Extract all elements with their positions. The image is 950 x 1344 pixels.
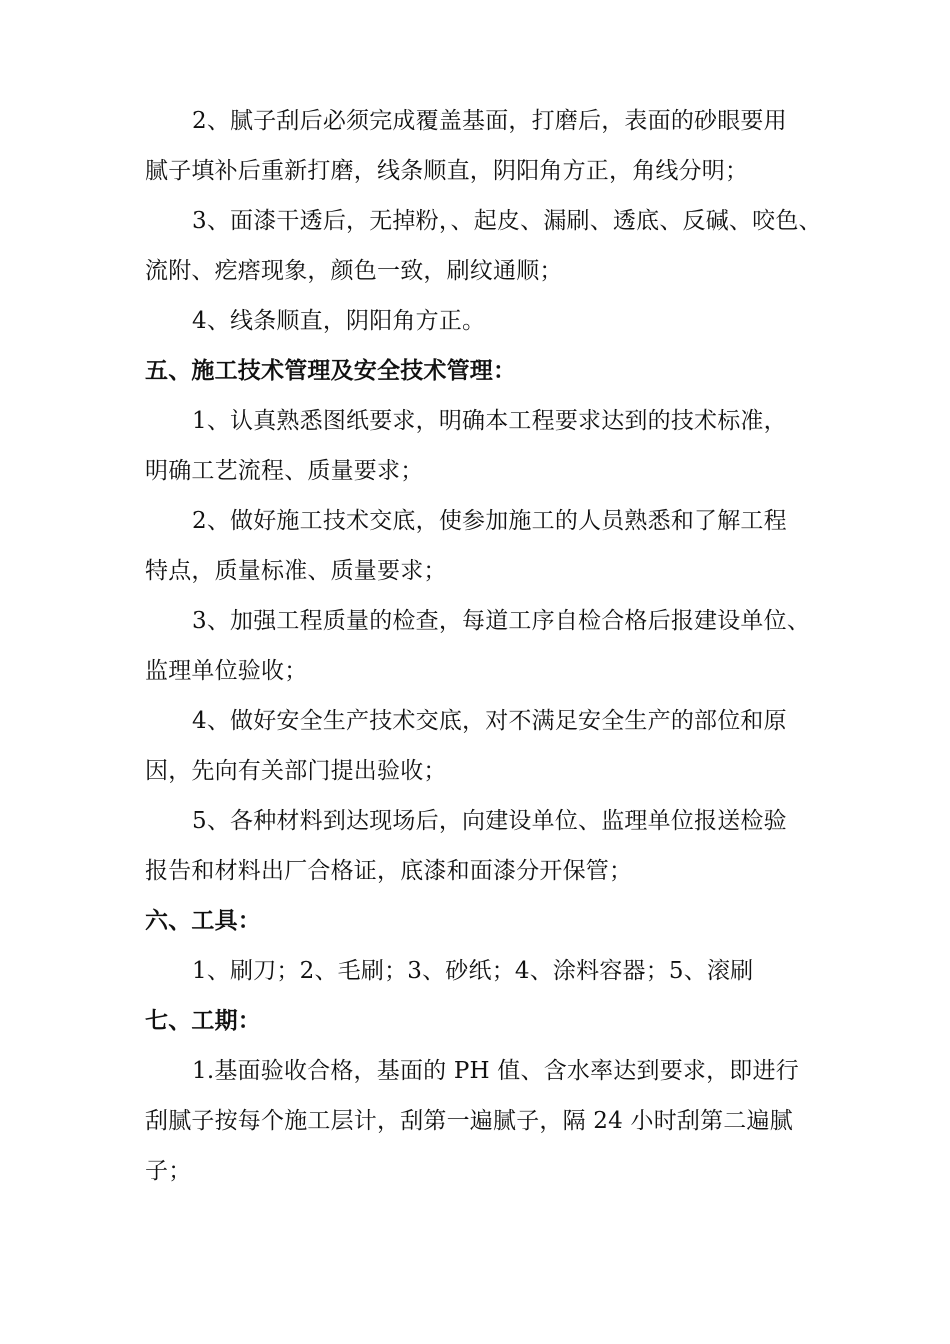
paragraph-line: 5、各种材料到达现场后，向建设单位、监理单位报送检验 bbox=[192, 808, 787, 834]
paragraph-line: 特点，质量标准、质量要求； bbox=[145, 558, 447, 584]
section-heading-5: 五、施工技术管理及安全技术管理： bbox=[145, 357, 517, 384]
section-heading-7: 七、工期： bbox=[145, 1007, 261, 1034]
paragraph-line: 1、认真熟悉图纸要求，明确本工程要求达到的技术标准， bbox=[192, 408, 787, 434]
paragraph-line: 明确工艺流程、质量要求； bbox=[145, 458, 424, 484]
paragraph-line: 子； bbox=[145, 1158, 192, 1184]
paragraph-line: 4、线条顺直，阴阳角方正。 bbox=[192, 308, 486, 334]
document-page bbox=[145, 96, 822, 1196]
paragraph-line: 流附、疙瘩现象，颜色一致，刷纹通顺； bbox=[145, 258, 563, 284]
paragraph-line: 腻子填补后重新打磨，线条顺直，阴阳角方正，角线分明； bbox=[145, 158, 749, 184]
paragraph-line: 报告和材料出厂合格证，底漆和面漆分开保管； bbox=[145, 858, 633, 884]
section-heading-6: 六、工具： bbox=[145, 907, 261, 934]
paragraph-line: 刮腻子按每个施工层计，刮第一遍腻子，隔 24 小时刮第二遍腻 bbox=[145, 1108, 793, 1134]
paragraph-line: 3、加强工程质量的检查，每道工序自检合格后报建设单位、 bbox=[192, 608, 811, 634]
paragraph-line: 4、做好安全生产技术交底，对不满足安全生产的部位和原 bbox=[192, 708, 787, 734]
paragraph-line: 3、面漆干透后，无掉粉，、起皮、漏刷、透底、反碱、咬色、 bbox=[192, 208, 822, 234]
paragraph-line: 1、刷刀；2、毛刷；3、砂纸；4、涂料容器；5、滚刷 bbox=[192, 958, 754, 984]
paragraph-line: 2、做好施工技术交底，使参加施工的人员熟悉和了解工程 bbox=[192, 508, 787, 534]
paragraph-line: 因，先向有关部门提出验收； bbox=[145, 758, 447, 784]
paragraph-line: 监理单位验收； bbox=[145, 658, 308, 684]
paragraph-line: 1.基面验收合格，基面的 PH 值、含水率达到要求，即进行 bbox=[192, 1058, 799, 1084]
paragraph-line: 2、腻子刮后必须完成覆盖基面，打磨后，表面的砂眼要用 bbox=[192, 108, 787, 134]
